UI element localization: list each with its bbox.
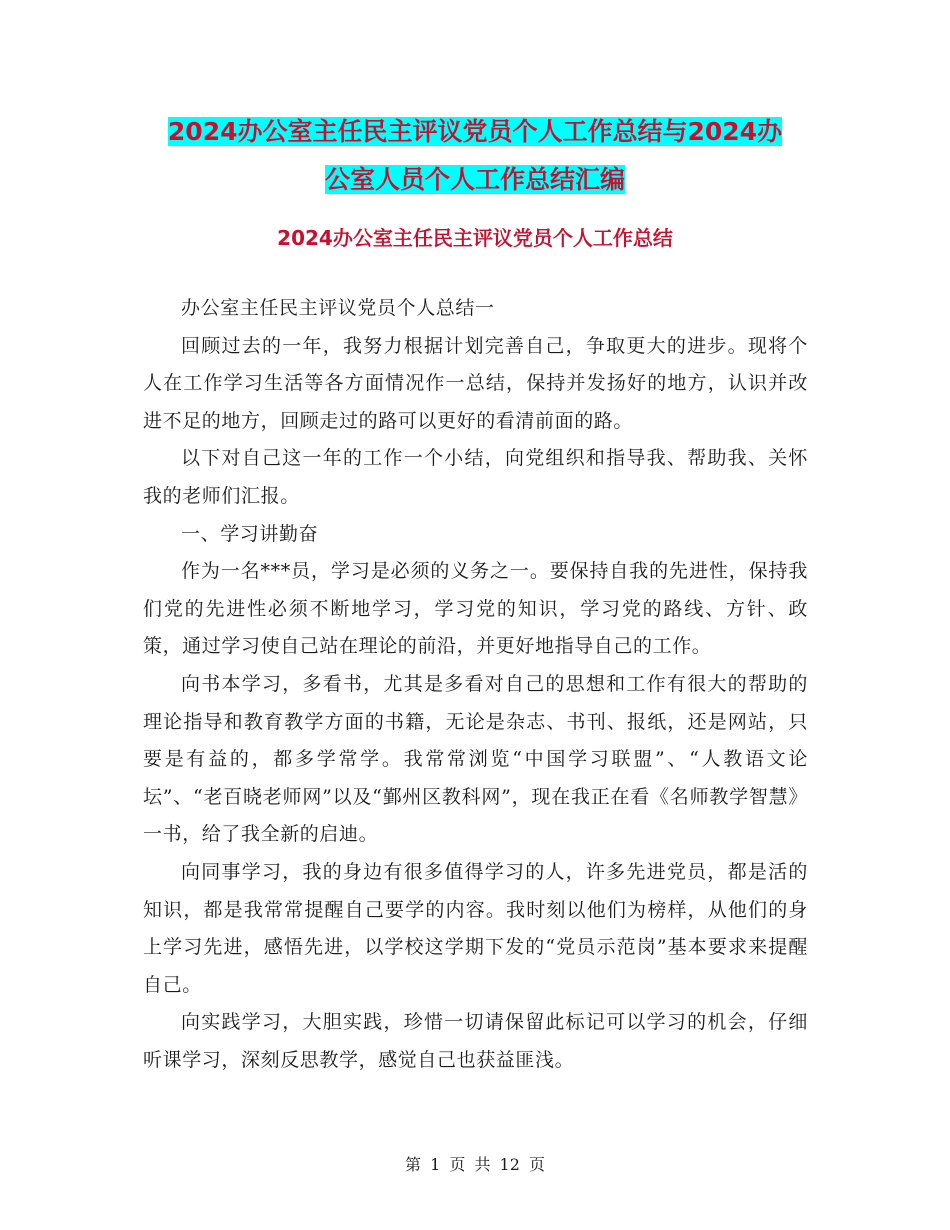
document-title — [140, 108, 810, 204]
paragraph: 向同事学习，我的身边有很多值得学习的人，许多先进党员，都是活的知识，都是我常常提醒自己要学的内容。我时刻以他们为榜样，从他们的身上学习先进，感悟先进，以学校这学期下发的“党员示范岗”基本要求来提醒自己。 — [143, 860, 808, 996]
paragraph-heading: 一、学习讲勤奋 — [181, 522, 319, 545]
paragraph: 向实践学习，大胆实践，珍惜一切请保留此标记可以学习的机会，仔细听课学习，深刻反思教学，感觉自己也获益匪浅。 — [143, 1011, 808, 1071]
page-number-footer: 第 1 页 共 12 页 — [405, 1155, 545, 1174]
paragraph-subtitle: 办公室主任民主评议党员个人总结一 — [181, 297, 495, 319]
document-title-line-2: 公室人员个人工作总结汇编 — [324, 165, 625, 194]
paragraph: 回顾过去的一年，我努力根据计划完善自己，争取更大的进步。现将个人在工作学习生活等各方面情况作一总结，保持并发扬好的地方，认识并改进不足的地方，回顾走过的路可以更好的看清前面的路。 — [143, 334, 808, 432]
paragraph: 向书本学习，多看书，尤其是多看对自己的思想和工作有很大的帮助的理论指导和教育教学方面的书籍，无论是杂志、书刊、报纸，还是网站，只要是有益的，都多学常学。我常常浏览“中国学习联盟”、“人教语文论坛”、“老百晓老师网”以及“鄞州区教科网”，现在我正在看《名师教学智慧》一书，给了我全新的启迪。 — [143, 672, 808, 846]
document-body — [143, 290, 808, 1079]
section-heading: 2024办公室主任民主评议党员个人工作总结 — [277, 226, 673, 250]
document-title-line-1: 2024办公室主任民主评议党员个人工作总结与2024办 — [167, 117, 783, 146]
paragraph: 以下对自己这一年的工作一个小结，向党组织和指导我、帮助我、关怀我的老师们汇报。 — [143, 447, 808, 507]
paragraph: 作为一名***员，学习是必须的义务之一。要保持自我的先进性，保持我们党的先进性必须不断地学习，学习党的知识，学习党的路线、方针、政策，通过学习使自己站在理论的前沿，并更好地指导自己的工作。 — [143, 560, 808, 658]
